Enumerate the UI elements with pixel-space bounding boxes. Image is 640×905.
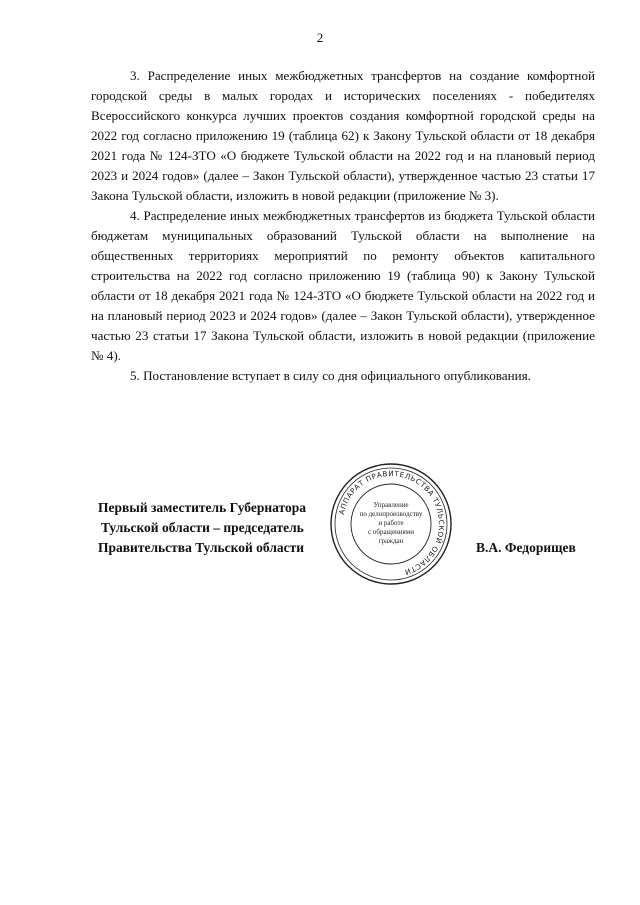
position-line: Тульской области – председатель: [101, 520, 304, 535]
svg-text:и работе: и работе: [378, 519, 404, 527]
paragraph-5: 5. Постановление вступает в силу со дня официального опубликования.: [130, 368, 531, 383]
svg-text:Управление: Управление: [373, 501, 409, 509]
paragraph-3: 3. Распределение иных межбюджетных трансфертов на создание комфортной городской среды в малых городах и исторических поселениях - победителях Всероссийского конкурса лучших проектов создания комфортной городской среды на 2022 год согласно приложению 19 (таблица 62) к Закону Тульской области от 18 декабря 2021 года № 124-ЗТО «О бюджете Тульской области на 2022 год и на плановый период 2023 и 2024 годов» (далее – Закон Тульской области), утвержденное частью 23 статьи 17 Закона Тульской области, изложить в новой редакции (приложение № 3).: [91, 68, 595, 203]
position-line: Первый заместитель Губернатора: [98, 500, 306, 515]
svg-text:с обращениями: с обращениями: [368, 528, 414, 536]
document-body: [91, 66, 595, 386]
page-number: 2: [316, 30, 324, 45]
seal-ring-text: АППАРАТ ПРАВИТЕЛЬСТВА ТУЛЬСКОЙ ОБЛАСТИ: [336, 468, 447, 577]
svg-text:по делопроизводству: по делопроизводству: [359, 510, 423, 518]
signatory-position: [98, 498, 306, 558]
paragraph-4: 4. Распределение иных межбюджетных трансфертов из бюджета Тульской области бюджетам муниципальных образований Тульской области на выполнение на общественных территориях мероприятий по ремонту объектов капитального строительства на 2022 год согласно приложению 19 (таблица 90) к Закону Тульской области от 18 декабря 2021 года № 124-ЗТО «О бюджете Тульской области на 2022 год и на плановый период 2023 и 2024 годов» (далее – Закон Тульской области), утвержденное частью 23 статьи 17 Закона Тульской области, изложить в новой редакции (приложение № 4).: [91, 208, 595, 363]
position-line: Правительства Тульской области: [98, 540, 305, 555]
official-seal-stamp: [328, 461, 454, 587]
seal-center-text: [360, 501, 423, 545]
svg-text:граждан: граждан: [378, 537, 404, 545]
signatory-name: В.А. Федорищев: [476, 540, 576, 555]
